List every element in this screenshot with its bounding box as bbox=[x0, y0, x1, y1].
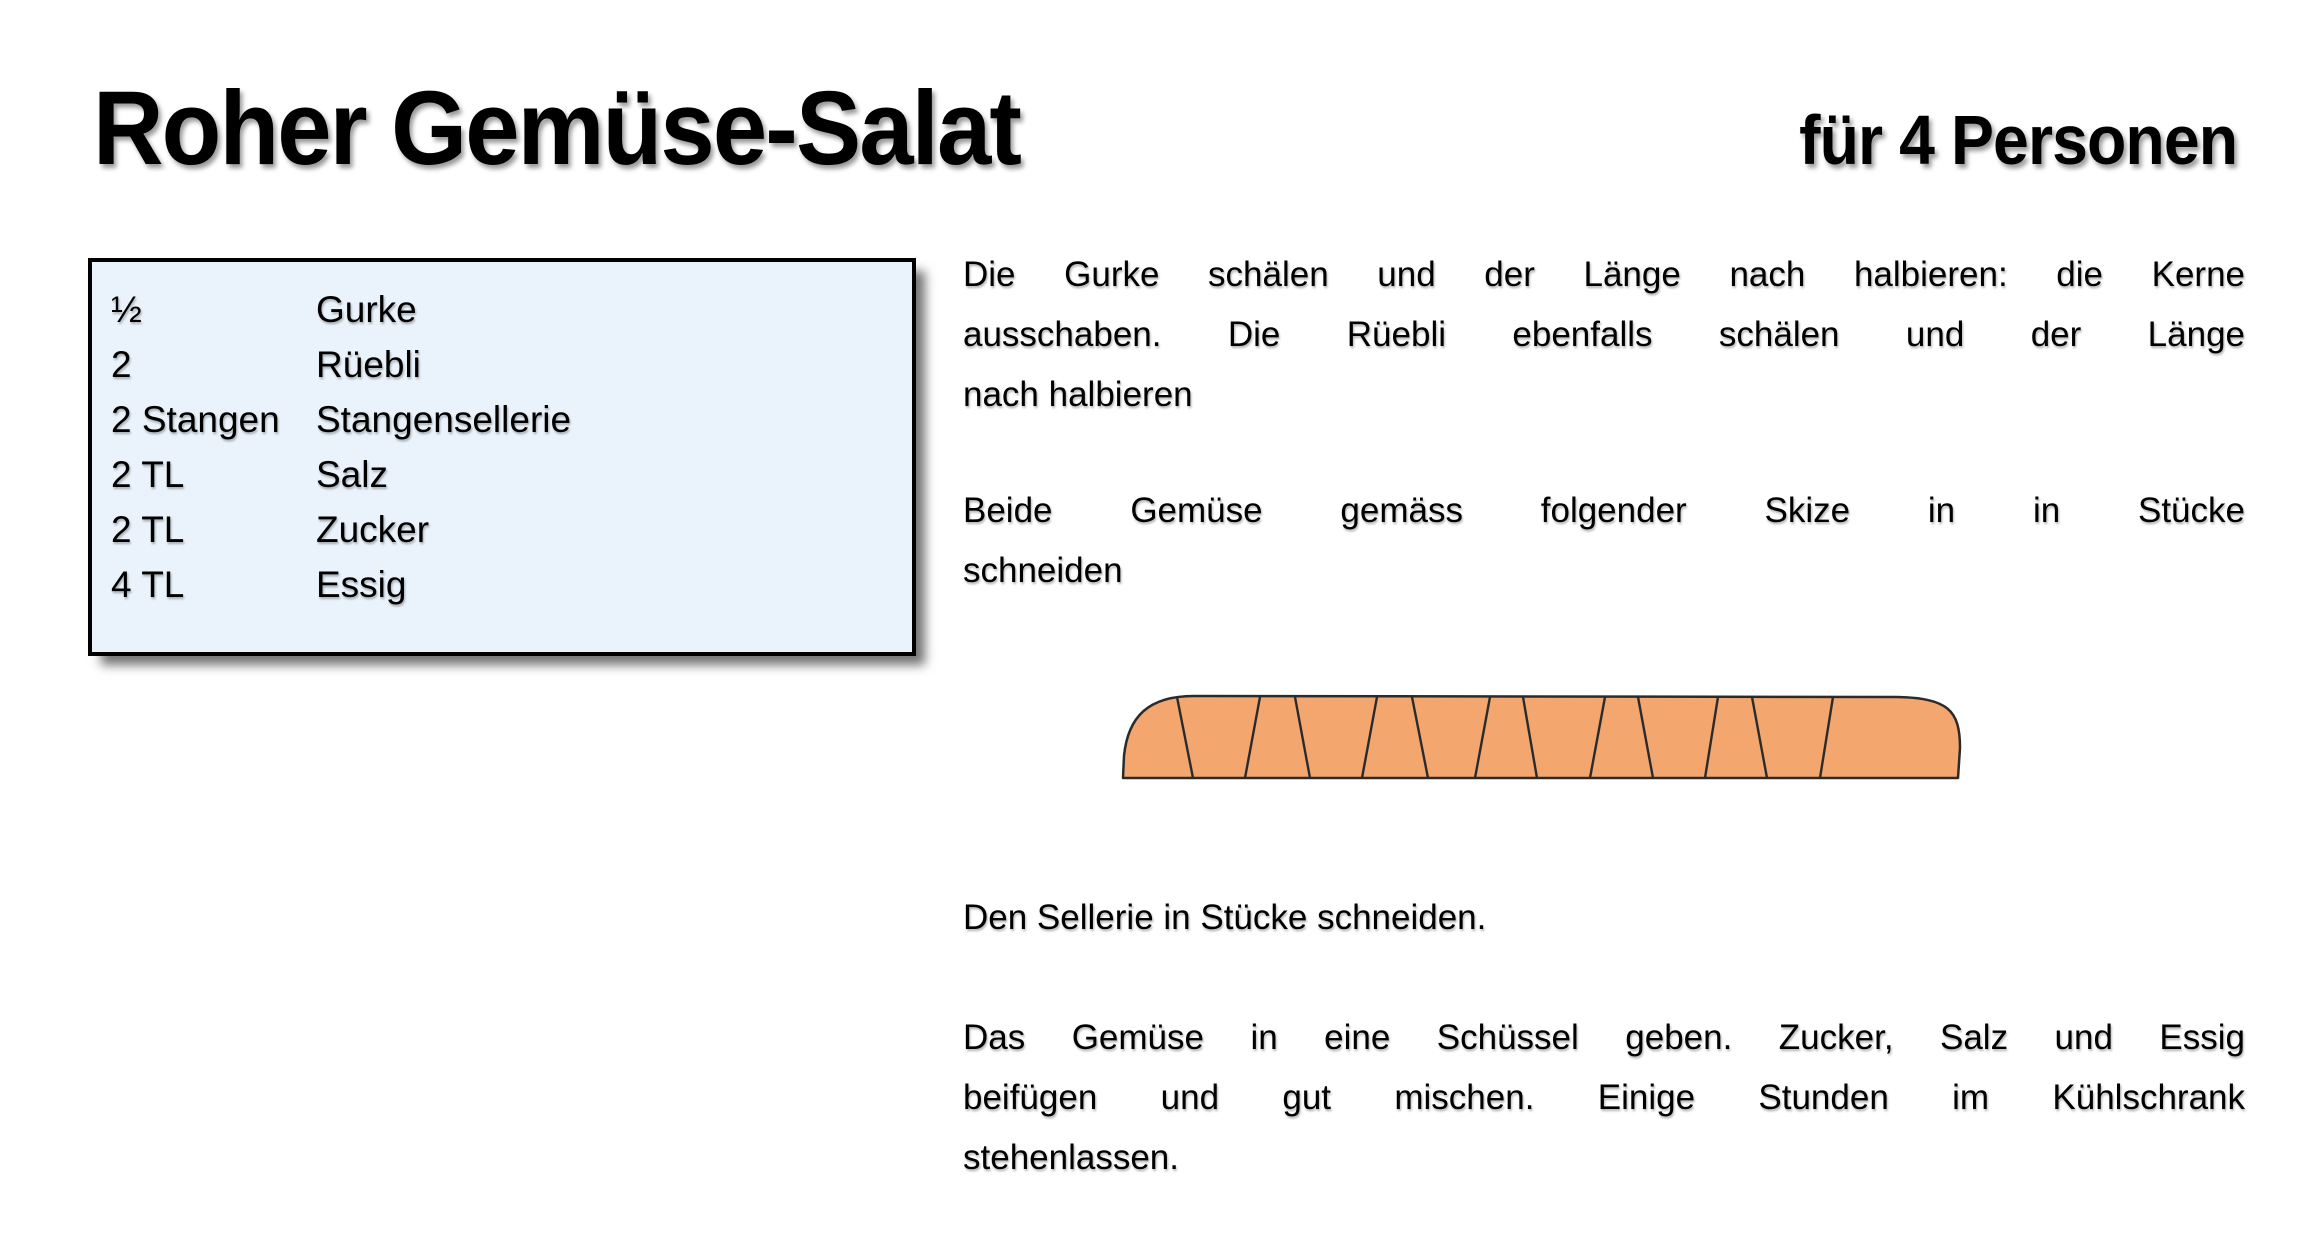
ingredient-name: Essig bbox=[316, 564, 407, 605]
instruction-line: nach halbieren bbox=[963, 375, 1193, 414]
ingredient-qty: 2 TL bbox=[111, 454, 185, 495]
vegetable-body bbox=[1123, 696, 1960, 778]
ingredient-qty: 2 Stangen bbox=[111, 399, 280, 440]
ingredient-qty: 2 bbox=[111, 344, 132, 385]
ingredient-name: Salz bbox=[316, 454, 388, 495]
ingredient-qty: 2 TL bbox=[111, 509, 185, 550]
instruction-paragraph-3 bbox=[963, 888, 2245, 948]
ingredient-row bbox=[111, 502, 912, 557]
ingredient-row bbox=[111, 557, 912, 612]
ingredient-qty: 4 TL bbox=[111, 564, 185, 605]
instruction-line: schneiden bbox=[963, 551, 1123, 590]
instruction-paragraph-4 bbox=[963, 1008, 2245, 1188]
ingredient-name: Zucker bbox=[316, 509, 430, 550]
ingredient-name: Rüebli bbox=[316, 344, 421, 385]
instruction-line: Den Sellerie in Stücke schneiden. bbox=[963, 898, 1487, 937]
ingredients-box bbox=[88, 258, 916, 656]
ingredient-row bbox=[111, 337, 912, 392]
instruction-line: ausschaben. Die Rüebli ebenfalls schälen und der Länge bbox=[963, 315, 2245, 354]
ingredient-row bbox=[111, 282, 912, 337]
instruction-line: Die Gurke schälen und der Länge nach halbieren: die Kerne bbox=[963, 255, 2245, 294]
ingredient-row bbox=[111, 392, 912, 447]
ingredient-name: Gurke bbox=[316, 289, 417, 330]
ingredient-row bbox=[111, 447, 912, 502]
page-title: Roher Gemüse-Salat bbox=[93, 70, 1021, 187]
vegetable-cut-diagram bbox=[1117, 690, 1965, 782]
ingredient-name: Stangensellerie bbox=[316, 399, 572, 440]
ingredient-qty: ½ bbox=[111, 289, 142, 330]
instruction-line: Das Gemüse in eine Schüssel geben. Zucker, Salz und Essig bbox=[963, 1018, 2245, 1057]
instruction-line: stehenlassen. bbox=[963, 1138, 1179, 1177]
instruction-paragraph-1 bbox=[963, 245, 2245, 425]
servings-label: für 4 Personen bbox=[1798, 101, 2237, 179]
instruction-paragraph-2 bbox=[963, 481, 2245, 601]
instruction-line: Beide Gemüse gemäss folgender Skize in in Stücke bbox=[963, 491, 2245, 530]
instruction-line: beifügen und gut mischen. Einige Stunden im Kühlschrank bbox=[963, 1078, 2245, 1117]
